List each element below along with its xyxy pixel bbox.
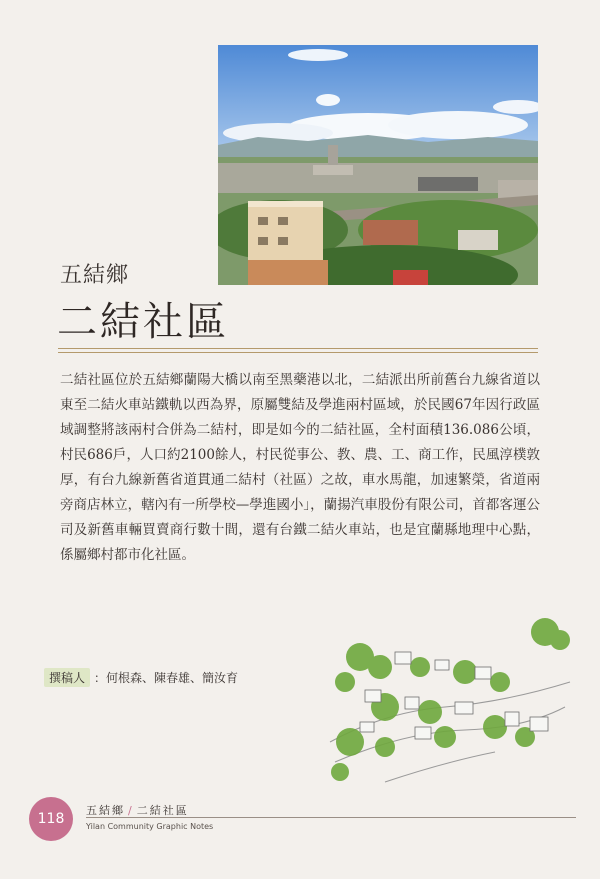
body-paragraph: 二結社區位於五結鄉蘭陽大橋以南至黑藥港以北，二結派出所前舊台九線省道以東至二結火車站鐵軌以西為界，原屬雙結及學進兩村區域，於民國67年因行政區域調整將該兩村合併為二結村，即是如今的二結社區，全村面積136.086公頃，村民686戶，人口約2100餘人，村民從事公、教、農、工、商工作，民風淳樸敦厚，有台九線新舊省道貫通二結村（社區）之故，車水馬龍，加速繁榮，省道兩旁商店林立，轄內有一所學校—學進國小」，蘭揚汽車股份有限公司，首都客運公司及新舊車輛買賣商行數十間，還有台鐵二結火車站，也是宜蘭縣地理中心點，係屬鄉村都市化社區。	[60, 372, 540, 563]
author-label: 撰稿人	[44, 668, 90, 687]
footer-divider	[86, 817, 576, 818]
town-landscape-photo	[218, 45, 538, 285]
footer-community: 二結社區	[136, 804, 189, 817]
village-map-illustration	[325, 612, 575, 787]
footer-township: 五結鄉	[86, 804, 125, 817]
footer-book-title: Yilan Community Graphic Notes	[86, 822, 214, 831]
page-number-badge: 118	[29, 797, 73, 841]
page-title: 二結社區	[57, 299, 229, 345]
footer-breadcrumb	[86, 802, 189, 818]
author-names: ：何根森、陳春雄、簡汝育	[94, 671, 239, 685]
township-heading: 五結鄉	[60, 263, 130, 288]
footer-separator: /	[128, 804, 134, 817]
title-divider	[58, 348, 538, 353]
author-credit	[44, 668, 238, 687]
